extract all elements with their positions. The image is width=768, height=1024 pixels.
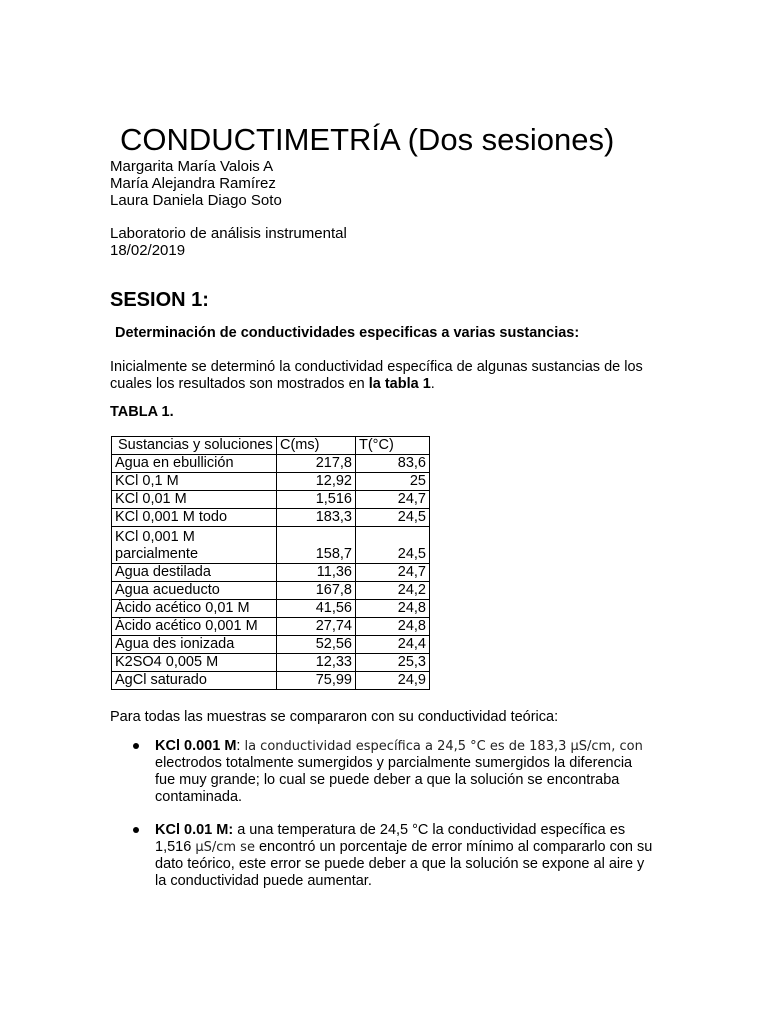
- conductivity-cell: 52,56: [277, 636, 356, 654]
- table-row: [112, 564, 430, 582]
- table-row: [112, 527, 430, 564]
- intro-text: Inicialmente se determinó la conductividad específica de algunas sustancias de los cuales los resultados son mostrados en: [110, 359, 643, 392]
- substance-cell: Agua en ebullición: [112, 455, 277, 473]
- table-header-row: [112, 437, 430, 455]
- substance-cell: AgCl saturado: [112, 672, 277, 690]
- temperature-cell: 24,7: [356, 491, 430, 509]
- table-header-cell: Sustancias y soluciones: [112, 437, 277, 455]
- table-row: [112, 473, 430, 491]
- document-date: 18/02/2019: [110, 242, 186, 259]
- table-row: [112, 636, 430, 654]
- bullet-text: a una temperatura de 24,5 °C la conductividad específica es 1,516: [155, 822, 626, 855]
- subheading: Determinación de conductividades especificas a varias sustancias:: [115, 325, 580, 341]
- temperature-cell: 24,5: [356, 509, 430, 527]
- conductivity-cell: 1,516: [277, 491, 356, 509]
- author-name: María Alejandra Ramírez: [110, 175, 276, 192]
- conductivity-cell: 12,33: [277, 654, 356, 672]
- bullet-text: electrodos totalmente sumergidos y parcialmente sumergidos la diferencia fue muy grande; lo cual se puede deber a que la solución se encontraba contaminada.: [155, 755, 633, 805]
- results-table: [111, 436, 430, 690]
- temperature-cell: 25,3: [356, 654, 430, 672]
- substance-cell: Agua des ionizada: [112, 636, 277, 654]
- temperature-cell: 24,7: [356, 564, 430, 582]
- substance-cell: KCl 0,01 M: [112, 491, 277, 509]
- author-name: Laura Daniela Diago Soto: [110, 192, 282, 209]
- bullet-icon: [133, 743, 139, 749]
- intro-end: .: [430, 376, 435, 392]
- substance-cell: K2SO4 0,005 M: [112, 654, 277, 672]
- bullet-term: KCl 0.01 M:: [155, 822, 234, 838]
- conductivity-cell: 12,92: [277, 473, 356, 491]
- temperature-cell: 24,8: [356, 618, 430, 636]
- substance-cell: Agua destilada: [112, 564, 277, 582]
- table-row: [112, 654, 430, 672]
- intro-bold-reference: la tabla 1: [368, 376, 431, 392]
- substance-cell: Ácido acético 0,01 M: [112, 600, 277, 618]
- table-row: [112, 618, 430, 636]
- conductivity-cell: 217,8: [277, 455, 356, 473]
- temperature-cell: 25: [356, 473, 430, 491]
- table-row: [112, 600, 430, 618]
- substance-cell: Ácido acético 0,001 M: [112, 618, 277, 636]
- conductivity-cell: 183,3: [277, 509, 356, 527]
- bullet-separator: :: [236, 738, 245, 754]
- temperature-cell: 24,5: [356, 527, 430, 564]
- document-title: CONDUCTIMETRÍA (Dos sesiones): [120, 122, 615, 157]
- substance-cell: KCl 0,1 M: [112, 473, 277, 491]
- comparison-list: [155, 738, 655, 906]
- table-row: [112, 509, 430, 527]
- course-info: [110, 225, 347, 259]
- conductivity-cell: 41,56: [277, 600, 356, 618]
- bullet-text: la conductividad específica a 24,5 °C es de 183,3 µS/cm, con: [244, 739, 643, 754]
- conductivity-cell: 167,8: [277, 582, 356, 600]
- list-item: [155, 738, 655, 806]
- table-row: [112, 582, 430, 600]
- table-row: [112, 455, 430, 473]
- section-heading: SESION 1:: [110, 289, 209, 311]
- bullet-text: encontró un porcentaje de error mínimo al compararlo con su dato teórico, este error se puede deber a que la solución se expone al aire y la conductividad puede aumentar.: [155, 839, 653, 889]
- intro-paragraph: [110, 359, 650, 393]
- temperature-cell: 24,9: [356, 672, 430, 690]
- table-label: TABLA 1.: [110, 404, 174, 420]
- author-name: Margarita María Valois A: [110, 158, 274, 175]
- bullet-term: KCl 0.001 M: [155, 738, 237, 754]
- temperature-cell: 24,8: [356, 600, 430, 618]
- conductivity-cell: 75,99: [277, 672, 356, 690]
- author-list: [110, 158, 282, 209]
- table-row: [112, 491, 430, 509]
- substance-cell: Agua acueducto: [112, 582, 277, 600]
- temperature-cell: 24,2: [356, 582, 430, 600]
- conductivity-cell: 27,74: [277, 618, 356, 636]
- bullet-icon: [133, 827, 139, 833]
- conductivity-cell: 11,36: [277, 564, 356, 582]
- list-item: [155, 822, 655, 890]
- course-name: Laboratorio de análisis instrumental: [110, 225, 347, 242]
- temperature-cell: 83,6: [356, 455, 430, 473]
- table-header-cell: C(ms): [277, 437, 356, 455]
- table-row: [112, 672, 430, 690]
- substance-cell: KCl 0,001 M todo: [112, 509, 277, 527]
- comparison-intro: Para todas las muestras se compararon con su conductividad teórica:: [110, 709, 559, 725]
- bullet-text: µS/cm se: [195, 840, 255, 855]
- table-header-cell: T(°C): [356, 437, 430, 455]
- conductivity-cell: 158,7: [277, 527, 356, 564]
- temperature-cell: 24,4: [356, 636, 430, 654]
- substance-cell: KCl 0,001 M parcialmente: [112, 527, 277, 564]
